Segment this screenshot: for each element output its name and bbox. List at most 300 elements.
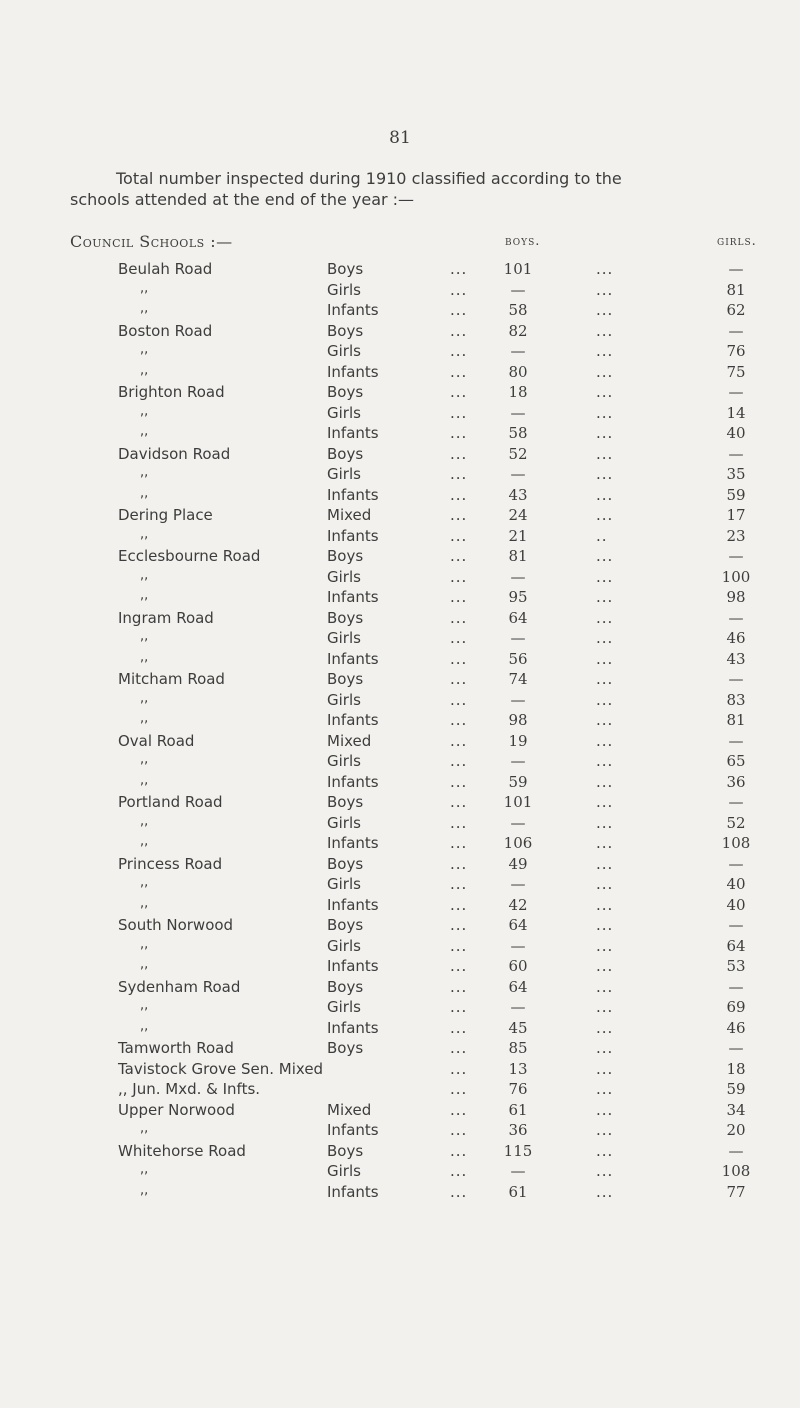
- boys-count: —: [510, 1162, 526, 1180]
- department: Infants: [327, 1182, 379, 1201]
- leader-dots: ...: [596, 321, 614, 340]
- girls-count: 40: [726, 424, 746, 442]
- table-row: [0, 916, 800, 937]
- boys-count: 45: [508, 1018, 528, 1037]
- girls-count: 77: [726, 1182, 746, 1201]
- inspection-table: [0, 260, 800, 1203]
- table-row: [0, 465, 800, 486]
- boys-count: —: [510, 629, 526, 647]
- column-header-boys: boys.: [505, 234, 541, 249]
- leader-dots: ...: [450, 301, 468, 319]
- boys-count: 76: [508, 1080, 528, 1098]
- school-name: ,,: [140, 936, 149, 952]
- leader-dots: ...: [450, 936, 468, 955]
- school-name: Brighton Road: [118, 383, 225, 401]
- table-row: [0, 732, 800, 753]
- leader-dots: ...: [596, 629, 614, 647]
- school-name: Tavistock Grove Sen. Mixed: [118, 1059, 324, 1078]
- boys-count: 61: [508, 1182, 528, 1201]
- boys-count: 52: [508, 444, 528, 463]
- leader-dots: ...: [596, 403, 614, 422]
- school-name: Sydenham Road: [118, 977, 241, 996]
- leader-dots: ...: [596, 362, 614, 381]
- girls-count: 98: [726, 588, 746, 606]
- school-name: Princess Road: [118, 854, 223, 873]
- girls-count: 62: [726, 301, 746, 319]
- school-name: ,,: [140, 813, 149, 829]
- girls-count: 81: [726, 280, 746, 299]
- boys-count: 49: [508, 854, 528, 873]
- school-name: Dering Place: [118, 506, 213, 524]
- table-row: [0, 281, 800, 302]
- leader-dots: ...: [450, 321, 468, 340]
- leader-dots: ...: [450, 1100, 468, 1119]
- table-row: [0, 1162, 800, 1183]
- boys-count: 95: [508, 588, 528, 606]
- intro-line-1: Total number inspected during 1910 classified according to the: [116, 169, 622, 188]
- girls-count: —: [728, 793, 744, 811]
- school-name: ,,: [140, 752, 149, 767]
- table-row: [0, 650, 800, 671]
- table-row: [0, 875, 800, 896]
- leader-dots: ...: [596, 834, 614, 852]
- leader-dots: ...: [450, 854, 468, 873]
- girls-count: 108: [721, 834, 751, 852]
- boys-count: 64: [508, 916, 528, 934]
- girls-count: 46: [726, 629, 746, 647]
- school-name: ,,: [140, 588, 149, 603]
- table-row: [0, 445, 800, 466]
- leader-dots: ...: [596, 1059, 614, 1078]
- leader-dots: ...: [450, 875, 468, 893]
- girls-count: 75: [726, 362, 746, 381]
- boys-count: —: [510, 567, 526, 586]
- boys-count: 21: [508, 526, 528, 545]
- table-row: [0, 1039, 800, 1060]
- boys-count: 24: [508, 506, 528, 524]
- boys-count: 19: [508, 731, 528, 750]
- leader-dots: ...: [450, 1182, 468, 1201]
- girls-count: 40: [726, 895, 746, 914]
- leader-dots: ...: [596, 690, 614, 709]
- table-row: [0, 383, 800, 404]
- department: Boys: [327, 977, 364, 996]
- table-row: [0, 814, 800, 835]
- leader-dots: ...: [450, 1121, 468, 1139]
- leader-dots: ...: [450, 444, 468, 463]
- school-name: ,,: [140, 465, 149, 480]
- school-name: ,,: [140, 895, 149, 911]
- girls-count: 108: [721, 1162, 751, 1180]
- school-name: ,,: [140, 834, 149, 849]
- school-name: Mitcham Road: [118, 670, 225, 688]
- department: Infants: [327, 834, 379, 852]
- leader-dots: ...: [450, 670, 468, 688]
- department: Infants: [327, 957, 379, 975]
- girls-count: 43: [726, 649, 746, 668]
- girls-count: 14: [726, 403, 746, 422]
- leader-dots: ...: [596, 280, 614, 299]
- department: Infants: [327, 649, 379, 668]
- leader-dots: ...: [450, 506, 468, 524]
- school-name: ,,: [140, 424, 149, 439]
- leader-dots: ...: [596, 998, 614, 1016]
- boys-count: —: [510, 875, 526, 893]
- leader-dots: ...: [596, 875, 614, 893]
- department: Girls: [327, 465, 361, 483]
- leader-dots: ...: [450, 1018, 468, 1037]
- girls-count: —: [728, 608, 744, 627]
- leader-dots: ...: [450, 383, 468, 401]
- boys-count: 18: [508, 383, 528, 401]
- girls-count: 76: [726, 342, 746, 360]
- leader-dots: ...: [450, 280, 468, 299]
- leader-dots: ...: [596, 854, 614, 873]
- school-name: Boston Road: [118, 321, 213, 340]
- leader-dots: ...: [450, 977, 468, 996]
- department: Girls: [327, 752, 361, 770]
- leader-dots: ...: [596, 731, 614, 750]
- department: Girls: [327, 629, 361, 647]
- leader-dots: ...: [596, 1018, 614, 1037]
- table-row: [0, 1121, 800, 1142]
- table-row: [0, 629, 800, 650]
- boys-count: 43: [508, 485, 528, 504]
- table-row: [0, 527, 800, 548]
- school-name: ,,: [140, 629, 149, 644]
- table-row: [0, 937, 800, 958]
- leader-dots: ...: [596, 752, 614, 770]
- leader-dots: ...: [450, 526, 468, 545]
- girls-count: 46: [726, 1018, 746, 1037]
- leader-dots: ...: [450, 957, 468, 975]
- leader-dots: ...: [450, 1141, 468, 1160]
- school-name: Davidson Road: [118, 444, 231, 463]
- girls-count: —: [728, 1039, 744, 1057]
- table-row: [0, 363, 800, 384]
- boys-count: —: [510, 403, 526, 422]
- school-name: Whitehorse Road: [118, 1141, 246, 1160]
- table-row: [0, 506, 800, 527]
- girls-count: 23: [726, 526, 746, 545]
- leader-dots: ...: [596, 342, 614, 360]
- leader-dots: ...: [450, 813, 468, 832]
- table-row: [0, 896, 800, 917]
- boys-count: —: [510, 998, 526, 1016]
- department: Mixed: [327, 506, 372, 524]
- table-row: [0, 1183, 800, 1204]
- school-name: Oval Road: [118, 731, 195, 750]
- school-name: Ingram Road: [118, 608, 214, 627]
- department: Boys: [327, 1141, 364, 1160]
- school-name: ,,: [140, 957, 149, 972]
- leader-dots: ...: [596, 1141, 614, 1160]
- department: Boys: [327, 444, 364, 463]
- girls-count: —: [728, 670, 744, 688]
- leader-dots: ...: [450, 403, 468, 422]
- table-row: [0, 260, 800, 281]
- school-name: ,,: [140, 772, 149, 788]
- school-name: ,,: [140, 1162, 149, 1177]
- boys-count: 59: [508, 772, 528, 791]
- boys-count: 60: [508, 957, 528, 975]
- boys-count: 36: [508, 1121, 528, 1139]
- girls-count: —: [728, 1141, 744, 1160]
- table-row: [0, 342, 800, 363]
- table-row: [0, 322, 800, 343]
- leader-dots: ...: [450, 588, 468, 606]
- school-name: ,,: [140, 690, 149, 706]
- boys-count: 74: [508, 670, 528, 688]
- table-row: [0, 773, 800, 794]
- girls-count: 18: [726, 1059, 746, 1078]
- boys-count: 58: [508, 424, 528, 442]
- girls-count: 100: [721, 567, 751, 586]
- department: Boys: [327, 260, 364, 278]
- boys-count: 61: [508, 1100, 528, 1119]
- girls-count: —: [728, 731, 744, 750]
- department: Girls: [327, 342, 361, 360]
- school-name: ,,: [140, 526, 149, 542]
- department: Boys: [327, 793, 364, 811]
- boys-count: 81: [508, 547, 528, 565]
- boys-count: 64: [508, 608, 528, 627]
- school-name: ,,: [140, 362, 149, 378]
- leader-dots: ...: [450, 1039, 468, 1057]
- table-row: [0, 670, 800, 691]
- leader-dots: ...: [596, 1162, 614, 1180]
- leader-dots: ...: [450, 834, 468, 852]
- school-name: ,,: [140, 342, 149, 357]
- girls-count: 20: [726, 1121, 746, 1139]
- department: Infants: [327, 362, 379, 381]
- school-name: ,,: [140, 403, 149, 419]
- leader-dots: ...: [596, 506, 614, 524]
- leader-dots: ...: [596, 608, 614, 627]
- girls-count: 53: [726, 957, 746, 975]
- department: Infants: [327, 711, 379, 729]
- school-name: ,,: [140, 301, 149, 316]
- column-header-girls: girls.: [717, 234, 757, 249]
- girls-count: 69: [726, 998, 746, 1016]
- leader-dots: ...: [596, 1100, 614, 1119]
- leader-dots: ...: [596, 301, 614, 319]
- girls-count: 81: [726, 711, 746, 729]
- table-row: [0, 486, 800, 507]
- leader-dots: ...: [596, 547, 614, 565]
- leader-dots: ...: [596, 444, 614, 463]
- boys-count: 101: [503, 793, 533, 811]
- table-row: [0, 588, 800, 609]
- department: Boys: [327, 670, 364, 688]
- school-name: ,,: [140, 567, 149, 583]
- department: Infants: [327, 1018, 379, 1037]
- leader-dots: ...: [596, 465, 614, 483]
- boys-count: 13: [508, 1059, 528, 1078]
- table-row: [0, 547, 800, 568]
- girls-count: 17: [726, 506, 746, 524]
- leader-dots: ...: [596, 485, 614, 504]
- leader-dots: ...: [450, 1080, 468, 1098]
- department: Infants: [327, 485, 379, 504]
- department: Boys: [327, 608, 364, 627]
- boys-count: —: [510, 465, 526, 483]
- boys-count: —: [510, 813, 526, 832]
- leader-dots: ...: [450, 690, 468, 709]
- department: Girls: [327, 403, 361, 422]
- leader-dots: ...: [450, 711, 468, 729]
- boys-count: 101: [503, 260, 533, 278]
- page-number: 81: [389, 128, 411, 148]
- leader-dots: ...: [596, 772, 614, 791]
- table-row: [0, 691, 800, 712]
- table-row: [0, 998, 800, 1019]
- leader-dots: ...: [450, 629, 468, 647]
- department: Mixed: [327, 1100, 372, 1119]
- table-row: [0, 978, 800, 999]
- table-row: [0, 752, 800, 773]
- leader-dots: ...: [450, 895, 468, 914]
- leader-dots: ...: [596, 1039, 614, 1057]
- department: Boys: [327, 854, 364, 873]
- table-row: [0, 424, 800, 445]
- leader-dots: ...: [596, 895, 614, 914]
- table-row: [0, 834, 800, 855]
- leader-dots: ...: [596, 649, 614, 668]
- table-row: [0, 404, 800, 425]
- leader-dots: ...: [450, 260, 468, 278]
- leader-dots: ...: [450, 485, 468, 504]
- leader-dots: ...: [596, 1121, 614, 1139]
- school-name: South Norwood: [118, 916, 234, 934]
- leader-dots: ...: [450, 793, 468, 811]
- boys-count: 106: [503, 834, 533, 852]
- girls-count: 59: [726, 1080, 746, 1098]
- girls-count: 36: [726, 772, 746, 791]
- table-row: [0, 793, 800, 814]
- leader-dots: ...: [450, 342, 468, 360]
- boys-count: 42: [508, 895, 528, 914]
- leader-dots: ...: [450, 465, 468, 483]
- leader-dots: ...: [596, 1080, 614, 1098]
- leader-dots: ...: [450, 772, 468, 791]
- boys-count: 80: [508, 362, 528, 381]
- girls-count: 35: [726, 465, 746, 483]
- leader-dots: ...: [596, 977, 614, 996]
- department: Infants: [327, 895, 379, 914]
- girls-count: 40: [726, 875, 746, 893]
- department: Girls: [327, 998, 361, 1016]
- table-row: [0, 1080, 800, 1101]
- leader-dots: ...: [450, 752, 468, 770]
- girls-count: 52: [726, 813, 746, 832]
- department: Boys: [327, 321, 364, 340]
- table-row: [0, 855, 800, 876]
- leader-dots: ...: [450, 1162, 468, 1180]
- leader-dots: ..: [596, 526, 608, 545]
- leader-dots: ...: [450, 916, 468, 934]
- department: Girls: [327, 1162, 361, 1180]
- girls-count: 34: [726, 1100, 746, 1119]
- table-row: [0, 711, 800, 732]
- department: Girls: [327, 280, 361, 299]
- school-name: ,,: [140, 711, 149, 726]
- girls-count: 59: [726, 485, 746, 504]
- leader-dots: ...: [450, 567, 468, 586]
- leader-dots: ...: [596, 567, 614, 586]
- department: Girls: [327, 567, 361, 586]
- intro-paragraph: [70, 168, 750, 210]
- leader-dots: ...: [450, 547, 468, 565]
- school-name: Portland Road: [118, 793, 223, 811]
- table-row: [0, 301, 800, 322]
- girls-count: 65: [726, 752, 746, 770]
- leader-dots: ...: [450, 1059, 468, 1078]
- boys-count: —: [510, 342, 526, 360]
- leader-dots: ...: [596, 260, 614, 278]
- department: Boys: [327, 383, 364, 401]
- department: Infants: [327, 588, 379, 606]
- leader-dots: ...: [450, 649, 468, 668]
- department: Infants: [327, 526, 379, 545]
- section-label: Council Schools :—: [70, 232, 233, 251]
- table-heading: [0, 232, 800, 252]
- table-row: [0, 1060, 800, 1081]
- girls-count: —: [728, 547, 744, 565]
- table-row: [0, 568, 800, 589]
- school-name: ,,: [140, 1018, 149, 1034]
- department: Girls: [327, 875, 361, 893]
- boys-count: —: [510, 690, 526, 709]
- boys-count: 115: [503, 1141, 533, 1160]
- leader-dots: ...: [596, 588, 614, 606]
- leader-dots: ...: [450, 362, 468, 381]
- table-row: [0, 609, 800, 630]
- table-row: [0, 957, 800, 978]
- school-name: ,,: [140, 649, 149, 665]
- boys-count: 82: [508, 321, 528, 340]
- department: Girls: [327, 936, 361, 955]
- leader-dots: ...: [596, 916, 614, 934]
- leader-dots: ...: [596, 793, 614, 811]
- boys-count: 85: [508, 1039, 528, 1057]
- table-row: [0, 1101, 800, 1122]
- school-name: Ecclesbourne Road: [118, 547, 261, 565]
- leader-dots: ...: [450, 731, 468, 750]
- school-name: ,,: [140, 875, 149, 890]
- girls-count: 64: [726, 936, 746, 955]
- department: Infants: [327, 772, 379, 791]
- leader-dots: ...: [450, 998, 468, 1016]
- girls-count: —: [728, 383, 744, 401]
- department: Infants: [327, 301, 379, 319]
- girls-count: —: [728, 444, 744, 463]
- department: Mixed: [327, 731, 372, 750]
- intro-line-2: schools attended at the end of the year :—: [70, 190, 415, 209]
- school-name: ,,: [140, 998, 149, 1013]
- leader-dots: ...: [596, 383, 614, 401]
- girls-count: —: [728, 260, 744, 278]
- boys-count: 58: [508, 301, 528, 319]
- school-name: Beulah Road: [118, 260, 213, 278]
- leader-dots: ...: [596, 711, 614, 729]
- girls-count: 83: [726, 690, 746, 709]
- girls-count: —: [728, 321, 744, 340]
- department: Girls: [327, 813, 361, 832]
- leader-dots: ...: [596, 670, 614, 688]
- leader-dots: ...: [596, 957, 614, 975]
- school-name: ,,: [140, 1121, 149, 1136]
